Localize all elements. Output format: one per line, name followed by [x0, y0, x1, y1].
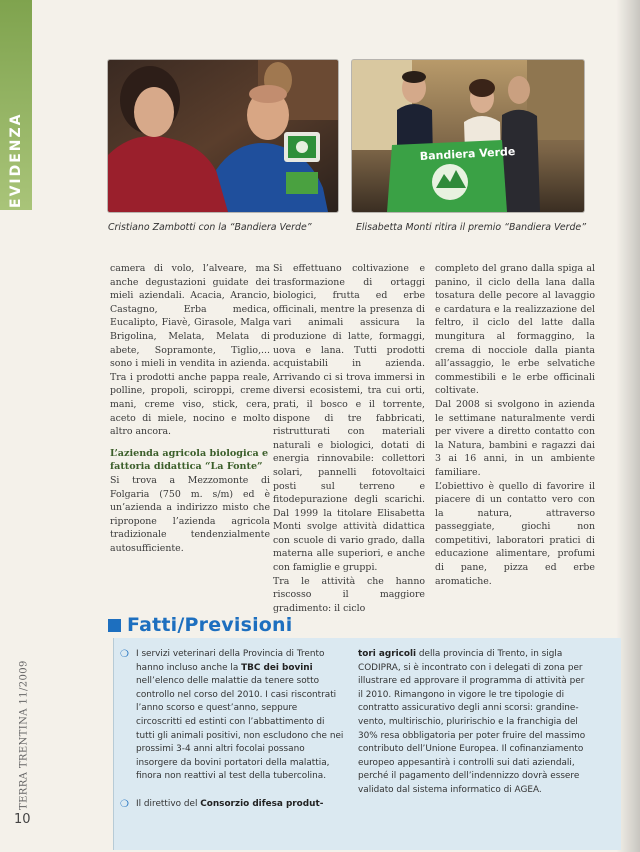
article-paragraph: Dal 2008 si svolgono in azienda le settimane naturalmente verdi per vivere a diretto contatto con la Natura, bambini e ragazzi dai 3 ai 16 anni, in un ambiente familiare.	[435, 398, 595, 478]
article-subheading: L’azienda agricola biologica e fattoria didattica “La Fonte”	[110, 447, 269, 473]
section-title-text: Fatti/Previsioni	[127, 614, 293, 636]
photo-caption-right: Elisabetta Monti ritira il premio “Bandiera Verde”	[356, 222, 587, 233]
news-column-1	[120, 648, 345, 812]
news-item	[120, 798, 345, 812]
news-item-text: Il direttivo del Consorzio difesa produt-	[136, 798, 324, 809]
flag-text: Bandiera Verde	[419, 145, 516, 163]
article-paragraph: L’obiettivo è quello di favorire il piacere di un contatto vero con la natura, attraverso passeggiate, giochi non competitivi, laboratori pratici di educazione alimentare, profumi di pane, pizza ed erbe aromatiche.	[435, 480, 595, 587]
section-title	[108, 614, 293, 636]
article-column-3	[435, 262, 595, 588]
page-number: 10	[14, 812, 31, 827]
news-item-continuation: tori agricoli della provincia di Trento, in sigla CODIPRA, si è incontrato con i delegati di zona per illustrare ed approvare il programma di attività per il 2010. Rimangono in vigore le tre tipologie di contratto assicurativo degli anni scorsi: grandine-vento, multirischio, pluririschio e la franchigia del 30% resa obbligatoria per poter fruire del massimo contributo dell’Unione Europea. Il cofinanziamento europeo appesantirà i controlli sui dati aziendali, perché il pagamento dell’indennizzo dovrà essere validato dal sistema informatico di AGEA.	[358, 649, 586, 795]
news-item-keyword: Consorzio difesa produt-	[200, 798, 324, 809]
photo-monti	[352, 60, 584, 212]
bullet-icon: ❍	[120, 798, 129, 810]
news-item-text: I servizi veterinari della Provincia di Trento hanno incluso anche la TBC dei bovini nell’elenco delle malattie da tenere sotto controllo nel corso del 2010. I casi riscontrati l’anno scorso e quest’anno, seppure circoscritti ed estinti con l’abbattimento di tutti gli animali positivi, non escludono che nei prossimi 3-4 anni altri focolai possano insorgere da bovini portatori della malattia, finora non reattivi al test della tubercolina.	[136, 649, 344, 782]
article-column-2	[273, 262, 425, 615]
photo-caption-left: Cristiano Zambotti con la “Bandiera Verde”	[108, 222, 312, 233]
magazine-issue-label: TERRA TRENTINA 11/2009	[18, 660, 30, 810]
photo-zambotti	[108, 60, 338, 212]
blue-square-icon	[108, 619, 121, 632]
photo-monti-image	[352, 60, 584, 212]
evidenza-side-tab	[0, 0, 32, 210]
photo-zambotti-image	[108, 60, 338, 212]
news-item-keyword: TBC dei bovini	[241, 662, 313, 673]
article-column-1	[110, 262, 270, 555]
article-paragraph: completo del grano dalla spiga al panino, il ciclo della lana dalla tosatura delle pecore al lavaggio e cardatura e la realizzazione del feltro, il ciclo del latte dalla mungitura al formaggino, la crema di nocciole dalla pianta all’assaggio, le erbe selvatiche commestibili e le erbe officinali coltivate.	[435, 263, 595, 397]
article-paragraph: Tra le attività che hanno riscosso il maggiore gradimento: il ciclo	[273, 575, 425, 614]
news-item-keyword: tori agricoli	[358, 649, 417, 659]
article-paragraph: camera di volo, l’alveare, ma anche degustazioni guidate dei mieli aziendali. Acacia, Arancio, Castagno, Erba medica, Eucalipto, Fiavè, Girasole, Malga Brigolina, Melata, Melata di abete, Sopramonte, Tiglio,... sono i mieli in vendita in azienda. Tra i prodotti anche pappa reale, polline, propoli, sciroppi, creme mani, creme viso, stick, cera, aceto di miele, nocino e molto altro ancora.	[110, 263, 270, 438]
evidenza-label: EVIDENZA	[8, 112, 24, 208]
article-paragraph: Si effettuano coltivazione e trasformazione di ortaggi biologici, frutta ed erbe officinali, mentre la presenza di vari animali assicura la produzione di latte, formaggi, uova e lana. Tutti prodotti acquistabili in azienda. Arrivando ci si trova immersi in diversi ecosistemi, tra cui orti, prati, il bosco e il torrente, dispone di tre fabbricati, ristrutturati con materiali naturali e biologici, dotati di energia rinnovabile: collettori solari, pannelli fotovoltaici posti sul terreno e fitodepurazione degli scarichi. Dal 1999 la titolare Elisabetta Monti svolge attività didattica con scuole di vario grado, dalla materna alle superiori, e anche con famiglie e gruppi.	[273, 263, 425, 574]
article-paragraph: Si trova a Mezzomonte di Folgaria (750 m. s/m) ed è un’azienda a indirizzo misto che ripropone l’azienda agricola tradizionale tendenzialmente autosufficiente.	[110, 474, 270, 554]
bullet-icon: ❍	[120, 649, 129, 660]
news-column-2	[358, 648, 590, 798]
news-item	[120, 648, 345, 784]
